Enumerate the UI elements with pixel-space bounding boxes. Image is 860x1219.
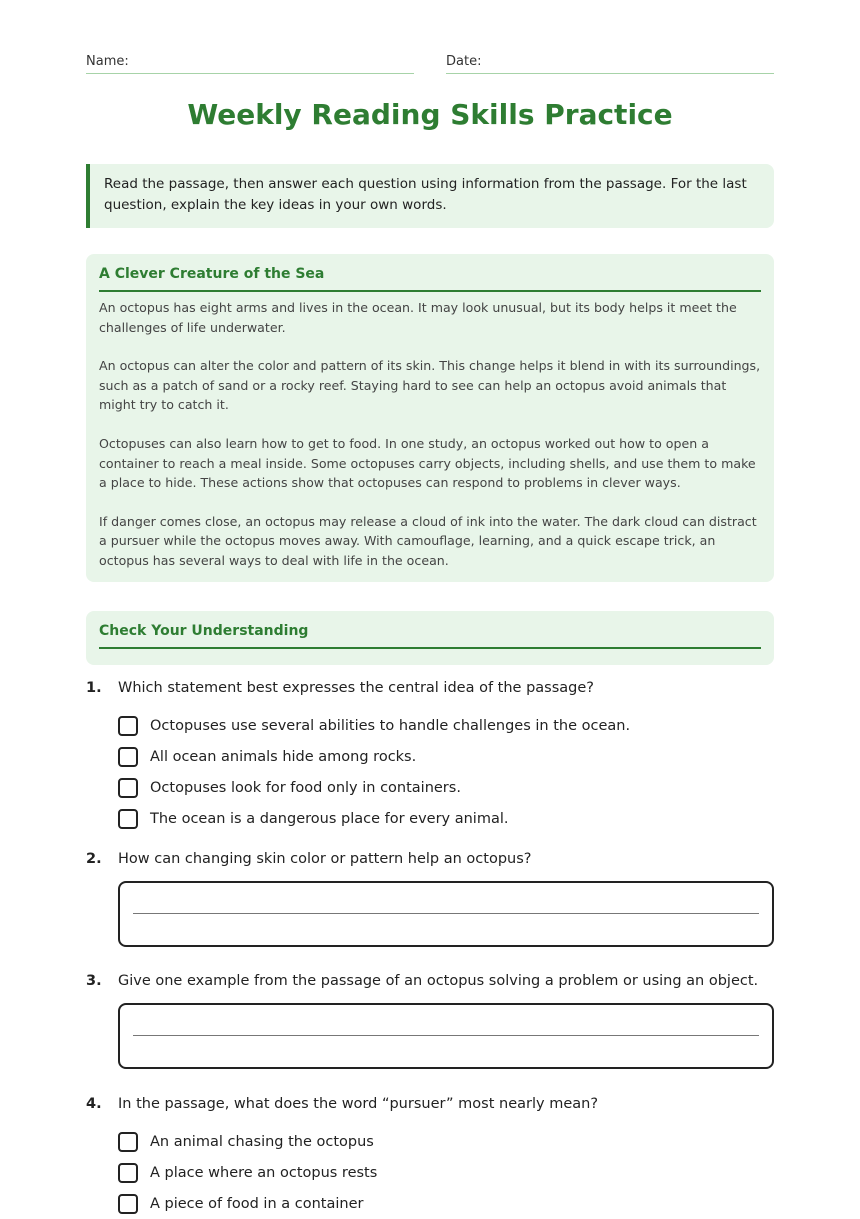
passage-paragraph-3: Octopuses can also learn how to get to food. In one study, an octopus worked out how to open a container to reach a meal inside. Some octopuses carry objects, including shells, and use them to make a place to hide. These actions show that octopuses can respond to problems in clever ways. (99, 435, 756, 491)
checkbox[interactable] (118, 716, 138, 736)
question-number: 1. (86, 680, 102, 696)
passage-title: A Clever Creature of the Sea (99, 266, 761, 292)
question-3 (86, 973, 774, 1069)
question-number: 2. (86, 851, 102, 867)
checkbox[interactable] (118, 1163, 138, 1183)
answer-options (118, 710, 774, 834)
checkbox[interactable] (118, 778, 138, 798)
date-field[interactable]: Date: (446, 54, 774, 74)
question-4 (86, 1096, 774, 1219)
answer-option[interactable] (118, 710, 774, 741)
check-understanding-header (86, 611, 774, 665)
question-2 (86, 851, 774, 947)
answer-option[interactable] (118, 803, 774, 834)
checkbox[interactable] (118, 1194, 138, 1214)
answer-option[interactable] (118, 1157, 774, 1188)
option-label: An animal chasing the octopus (150, 1133, 374, 1150)
option-label: All ocean animals hide among rocks. (150, 748, 417, 765)
name-field[interactable]: Name: (86, 54, 414, 74)
answer-option[interactable] (118, 741, 774, 772)
option-label: A piece of food in a container (150, 1195, 364, 1212)
answer-box[interactable] (118, 1003, 774, 1069)
check-understanding-title: Check Your Understanding (99, 623, 761, 649)
answer-option[interactable] (118, 1126, 774, 1157)
page-title: Weekly Reading Skills Practice (187, 98, 673, 131)
answer-option[interactable] (118, 1188, 774, 1219)
question-number: 3. (86, 973, 102, 989)
question-1 (86, 680, 774, 834)
passage-paragraph-4: If danger comes close, an octopus may release a cloud of ink into the water. The dark cloud can distract a pursuer while the octopus moves away. With camouflage, learning, and a quick escape trick, an octopus has several ways to deal with life in the ocean. (99, 513, 757, 568)
option-label: A place where an octopus rests (150, 1164, 378, 1181)
checkbox[interactable] (118, 747, 138, 767)
answer-line (133, 913, 759, 914)
passage-paragraph-2: An octopus can alter the color and pattern of its skin. This change helps it blend in with its surroundings, such as a patch of sand or a rocky reef. Staying hard to see can help an octopus avoid animals that might try to catch it. (99, 358, 761, 413)
answer-options (118, 1126, 774, 1219)
instructions-box: Read the passage, then answer each question using information from the passage. For the last question, explain the key ideas in your own words. (86, 164, 774, 228)
question-text: Give one example from the passage of an octopus solving a problem or using an object. (118, 973, 759, 989)
answer-option[interactable] (118, 772, 774, 803)
answer-line (133, 1035, 759, 1036)
header-row (86, 54, 774, 74)
answer-box[interactable] (118, 881, 774, 947)
passage-box (86, 254, 774, 582)
question-text: In the passage, what does the word “pursuer” most nearly mean? (118, 1096, 599, 1112)
option-label: The ocean is a dangerous place for every animal. (150, 810, 509, 827)
question-number: 4. (86, 1096, 102, 1112)
question-text: How can changing skin color or pattern help an octopus? (118, 851, 532, 867)
checkbox[interactable] (118, 1132, 138, 1152)
question-text: Which statement best expresses the central idea of the passage? (118, 680, 594, 696)
passage-paragraph-1: An octopus has eight arms and lives in the ocean. It may look unusual, but its body helps it meet the challenges of life underwater. (99, 300, 737, 335)
option-label: Octopuses use several abilities to handle challenges in the ocean. (150, 717, 631, 734)
option-label: Octopuses look for food only in containers. (150, 779, 461, 796)
checkbox[interactable] (118, 809, 138, 829)
